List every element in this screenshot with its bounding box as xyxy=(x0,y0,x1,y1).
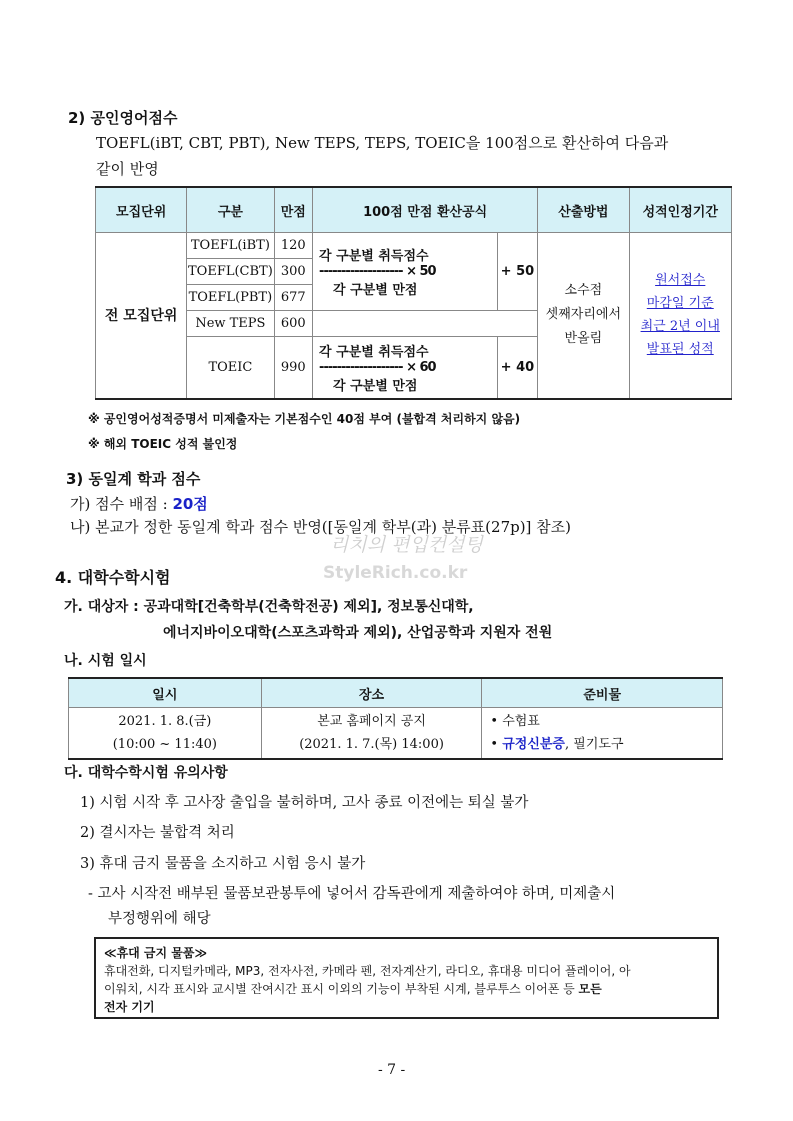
precaution-2: 2) 결시자는 불합격 처리 xyxy=(80,825,235,841)
formula-1 xyxy=(313,233,498,311)
table-row-name: New TEPS xyxy=(187,311,274,337)
table-row-max: 300 xyxy=(274,259,313,285)
table-row-max: 600 xyxy=(274,311,313,337)
formula-spacer xyxy=(313,311,538,337)
period-link[interactable]: 원서접수 xyxy=(655,273,706,289)
header-supplies: 준비물 xyxy=(482,678,723,708)
table-row-name: TOEFL(iBT) xyxy=(187,233,274,259)
method-cell xyxy=(538,233,629,399)
supplies-item-2 xyxy=(490,733,721,756)
supplies-rest: , 필기도구 xyxy=(565,737,624,752)
table-row-max: 990 xyxy=(274,337,313,399)
formula-2-plus: + 40 xyxy=(497,337,538,399)
header-category: 구분 xyxy=(187,187,274,233)
period-link[interactable]: 마감일 기준 xyxy=(646,296,714,312)
header-max: 만점 xyxy=(274,187,313,233)
header-place: 장소 xyxy=(261,678,482,708)
watermark-line2: StyleRich.co.kr xyxy=(323,563,468,583)
method-line: 셋째자리에서 xyxy=(545,307,622,323)
prohibited-items-title: ≪휴대 금지 물품≫ xyxy=(104,946,208,960)
table-row-name: TOEFL(PBT) xyxy=(187,285,274,311)
english-score-table xyxy=(95,186,732,400)
watermark-line1: 리치의 편입컨설팅 xyxy=(330,534,483,556)
precaution-1: 1) 시험 시작 후 고사장 출입을 불허하며, 고사 종료 이전에는 퇴실 불가 xyxy=(80,795,529,811)
score-allocation-value: 20점 xyxy=(172,495,208,513)
precaution-dash-line1: - 고사 시작전 배부된 물품보관봉투에 넣어서 감독관에게 제출하여야 하며, 미제출시 xyxy=(88,886,616,902)
score-allocation xyxy=(70,493,208,514)
place-line2: (2021. 1. 7.(목) 14:00) xyxy=(299,737,444,752)
method-line: 소수점 xyxy=(564,283,603,299)
formula-2-denominator: 각 구분별 만점 xyxy=(333,378,418,394)
header-formula: 100점 만점 환산공식 xyxy=(313,187,538,233)
formula-1-denominator: 각 구분별 만점 xyxy=(333,283,418,298)
period-cell xyxy=(629,233,732,399)
supplies-id-card: 규정신분증 xyxy=(502,737,565,752)
prohibited-items-line2-text: 이워치, 시각 표시와 교시별 잔여시간 표시 이외의 기능이 부착된 시계, 블루투스 이어폰 등 xyxy=(104,982,579,996)
page-number: - 7 - xyxy=(378,1062,406,1078)
datetime-date: 2021. 1. 8.(금) xyxy=(118,714,212,729)
precautions-title: 다. 대학수학시험 유의사항 xyxy=(64,765,228,781)
method-line: 반올림 xyxy=(564,331,603,347)
header-unit: 모집단위 xyxy=(96,187,187,233)
note-2: ※ 해외 TOEIC 성적 불인정 xyxy=(88,437,238,451)
score-allocation-label: 가) 점수 배점 : xyxy=(70,495,173,513)
section-description-line2: 같이 반영 xyxy=(96,160,159,178)
formula-1-plus: + 50 xyxy=(497,233,538,311)
formula-2-numerator: 각 구분별 취득점수 xyxy=(319,344,429,360)
formula-1-line: ------------------- × 50 xyxy=(319,264,436,279)
datetime-cell xyxy=(69,708,262,760)
supplies-cell xyxy=(482,708,723,760)
target-line1: 가. 대상자 : 공과대학[건축학부(건축학전공) 제외], 정보통신대학, xyxy=(64,599,474,615)
datetime-time: (10:00 ~ 11:40) xyxy=(112,737,217,752)
prohibited-items-line2-bold: 모든 xyxy=(578,982,602,996)
formula-2-line: ------------------- × 60 xyxy=(319,359,436,375)
section-title-math-test: 4. 대학수학시험 xyxy=(55,568,171,587)
table-row-name: TOEIC xyxy=(187,337,274,399)
period-link[interactable]: 발표된 성적 xyxy=(646,342,714,358)
header-datetime: 일시 xyxy=(69,678,262,708)
note-1: ※ 공인영어성적증명서 미제출자는 기본점수인 40점 부여 (불합격 처리하지 않음) xyxy=(88,412,521,426)
prohibited-items-box xyxy=(94,937,719,1019)
formula-1-numerator: 각 구분별 취득점수 xyxy=(319,249,429,264)
prohibited-items-line3: 전자 기기 xyxy=(104,1000,155,1014)
header-method: 산출방법 xyxy=(538,187,629,233)
table-row-name: TOEFL(CBT) xyxy=(187,259,274,285)
prohibited-items-line1: 휴대전화, 디지털카메라, MP3, 전자사전, 카메라 펜, 전자계산기, 라디오, 휴대용 미디어 플레이어, 아 xyxy=(104,964,631,978)
supplies-item-1: • 수험표 xyxy=(490,714,540,729)
place-line1: 본교 홈페이지 공지 xyxy=(317,714,426,729)
precaution-dash-line2: 부정행위에 해당 xyxy=(108,911,211,927)
place-cell xyxy=(261,708,482,760)
section-title-related-dept: 3) 동일계 학과 점수 xyxy=(66,470,201,488)
formula-2 xyxy=(313,337,498,399)
precaution-3: 3) 휴대 금지 물품을 소지하고 시험 응시 불가 xyxy=(80,856,366,872)
test-schedule-table xyxy=(68,677,723,760)
header-period: 성적인정기간 xyxy=(629,187,732,233)
period-link[interactable]: 최근 2년 이내 xyxy=(640,319,720,335)
target-line2: 에너지바이오대학(스포츠과학과 제외), 산업공학과 지원자 전원 xyxy=(163,625,553,641)
section-description-line1: TOEFL(iBT, CBT, PBT), New TEPS, TEPS, TOEIC을 100점으로 환산하여 다음과 xyxy=(96,134,669,152)
section-title-english-score: 2) 공인영어점수 xyxy=(68,109,178,127)
supplies-bullet: • xyxy=(490,737,503,752)
table-row-max: 120 xyxy=(274,233,313,259)
table-row-max: 677 xyxy=(274,285,313,311)
related-dept-note: 나) 본교가 정한 동일계 학과 점수 반영([동일계 학부(과) 분류표(27p)] 참조) xyxy=(70,518,572,536)
test-schedule-title: 나. 시험 일시 xyxy=(64,653,147,669)
unit-all: 전 모집단위 xyxy=(96,233,187,399)
